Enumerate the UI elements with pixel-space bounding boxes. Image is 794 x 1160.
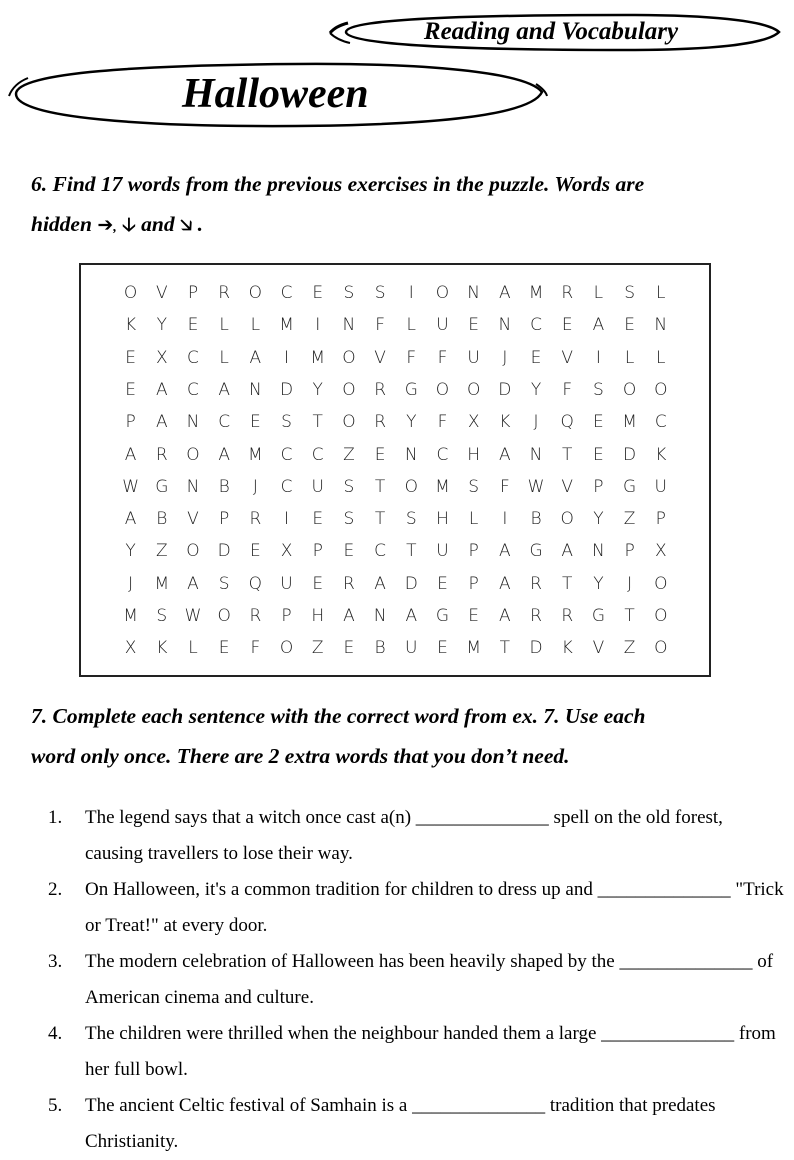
- grid-letter[interactable]: E: [468, 606, 480, 626]
- grid-letter[interactable]: X: [155, 347, 168, 368]
- grid-letter[interactable]: A: [155, 412, 168, 433]
- grid-letter[interactable]: Y: [125, 541, 136, 562]
- grid-letter[interactable]: T: [499, 638, 511, 659]
- grid-row: [115, 503, 676, 535]
- grid-letter[interactable]: O: [560, 509, 574, 530]
- grid-letter[interactable]: S: [468, 476, 480, 497]
- grid-letter[interactable]: P: [312, 541, 323, 562]
- grid-letter[interactable]: Q: [560, 412, 574, 433]
- grid-letter[interactable]: N: [373, 606, 387, 626]
- grid-row: [115, 632, 676, 664]
- grid-letter[interactable]: E: [312, 283, 324, 303]
- grid-letter[interactable]: L: [219, 315, 229, 336]
- grid-letter[interactable]: H: [467, 444, 481, 465]
- grid-letter[interactable]: D: [529, 638, 543, 659]
- grid-letter[interactable]: N: [342, 315, 356, 336]
- grid-letter[interactable]: P: [593, 476, 604, 497]
- grid-letter[interactable]: R: [561, 606, 574, 626]
- grid-letter[interactable]: R: [249, 509, 262, 530]
- grid-letter[interactable]: D: [279, 379, 294, 400]
- exercise7-line2: word only once. There are 2 extra words that you don’t need.: [31, 744, 570, 768]
- grid-letter[interactable]: O: [654, 573, 668, 594]
- grid-letter[interactable]: N: [404, 444, 418, 465]
- grid-letter[interactable]: T: [562, 573, 573, 594]
- answer-blank[interactable]: ______________: [412, 1095, 546, 1116]
- grid-letter[interactable]: L: [468, 509, 479, 530]
- grid-letter[interactable]: J: [627, 573, 633, 594]
- exercise6-period: .: [197, 212, 204, 236]
- grid-letter[interactable]: A: [155, 379, 168, 400]
- grid-letter[interactable]: W: [184, 606, 202, 626]
- sentence-number: 1.: [48, 807, 63, 828]
- exercise7-instructions: [31, 696, 771, 776]
- answer-blank[interactable]: ______________: [619, 951, 753, 972]
- grid-letter[interactable]: R: [530, 573, 542, 594]
- grid-letter[interactable]: A: [218, 379, 230, 400]
- grid-letter[interactable]: C: [280, 476, 293, 497]
- section-title: Reading and Vocabulary: [423, 18, 679, 45]
- grid-letter[interactable]: C: [374, 541, 387, 562]
- grid-letter[interactable]: P: [281, 606, 292, 626]
- grid-letter[interactable]: I: [408, 283, 414, 303]
- grid-row: [115, 439, 676, 471]
- grid-letter[interactable]: Z: [311, 638, 324, 659]
- grid-letter[interactable]: U: [654, 476, 667, 497]
- grid-letter[interactable]: U: [436, 315, 449, 336]
- grid-letter[interactable]: L: [656, 347, 666, 368]
- arrow-right-icon: ➔: [97, 214, 114, 236]
- grid-letter[interactable]: G: [435, 606, 450, 626]
- grid-letter[interactable]: S: [218, 573, 230, 594]
- grid-letter[interactable]: O: [123, 283, 138, 303]
- grid-letter[interactable]: P: [468, 541, 479, 562]
- sentence-item: [0, 800, 794, 872]
- grid-letter[interactable]: Z: [623, 638, 636, 659]
- grid-letter[interactable]: M: [248, 444, 263, 465]
- grid-letter[interactable]: X: [654, 541, 667, 562]
- grid-letter[interactable]: E: [530, 347, 542, 368]
- grid-letter[interactable]: R: [343, 573, 355, 594]
- exercise6-line2: [31, 204, 771, 248]
- grid-letter[interactable]: K: [499, 412, 511, 433]
- sentence-list: [0, 800, 794, 1160]
- grid-letter[interactable]: V: [592, 638, 605, 659]
- grid-letter[interactable]: R: [374, 412, 386, 433]
- answer-blank[interactable]: ______________: [601, 1023, 735, 1044]
- grid-letter[interactable]: C: [280, 283, 293, 303]
- grid-letter[interactable]: P: [187, 283, 199, 303]
- grid-letter[interactable]: E: [624, 315, 635, 336]
- grid-letter[interactable]: N: [186, 412, 200, 433]
- grid-letter[interactable]: Y: [593, 509, 604, 530]
- grid-letter[interactable]: N: [529, 444, 543, 465]
- grid-letter[interactable]: B: [530, 509, 542, 530]
- grid-letter[interactable]: E: [218, 638, 230, 659]
- grid-letter[interactable]: E: [249, 541, 261, 562]
- grid-letter[interactable]: M: [466, 638, 481, 659]
- grid-letter[interactable]: A: [343, 606, 355, 626]
- grid-letter[interactable]: T: [374, 476, 386, 497]
- grid-letter[interactable]: S: [281, 412, 292, 433]
- grid-letter[interactable]: X: [124, 638, 137, 659]
- grid-letter[interactable]: Z: [343, 444, 355, 465]
- grid-letter[interactable]: S: [405, 509, 417, 530]
- grid-letter[interactable]: E: [561, 315, 573, 336]
- grid-letter[interactable]: O: [404, 476, 418, 497]
- sentence-before: The ancient Celtic festival of Samhain is a: [85, 1095, 413, 1116]
- sentence-number: 2.: [48, 879, 63, 900]
- grid-letter[interactable]: H: [436, 509, 449, 530]
- grid-row: [115, 535, 676, 567]
- grid-letter[interactable]: K: [156, 638, 168, 659]
- section-banner: [326, 12, 782, 52]
- sentence-before: The children were thrilled when the neighbour handed them a large: [85, 1023, 602, 1044]
- grid-letter[interactable]: A: [187, 573, 199, 594]
- grid-letter[interactable]: C: [436, 444, 449, 465]
- grid-letter[interactable]: N: [498, 315, 512, 336]
- grid-letter[interactable]: Y: [312, 379, 323, 400]
- grid-letter[interactable]: E: [312, 573, 324, 594]
- exercise6-instructions: [31, 164, 771, 248]
- grid-letter[interactable]: T: [624, 606, 635, 626]
- grid-letter[interactable]: R: [218, 283, 231, 303]
- grid-letter[interactable]: D: [404, 573, 418, 594]
- grid-letter[interactable]: U: [436, 541, 449, 562]
- grid-letter[interactable]: J: [533, 412, 539, 433]
- grid-letter[interactable]: C: [654, 412, 667, 433]
- grid-letter[interactable]: S: [624, 283, 635, 303]
- grid-letter[interactable]: E: [312, 509, 324, 530]
- grid-letter[interactable]: E: [187, 315, 199, 336]
- grid-letter[interactable]: E: [593, 412, 604, 433]
- grid-letter[interactable]: E: [468, 315, 480, 336]
- grid-letter[interactable]: Z: [623, 509, 636, 530]
- grid-letter[interactable]: A: [405, 606, 418, 626]
- grid-letter[interactable]: F: [437, 412, 448, 433]
- grid-letter[interactable]: O: [654, 606, 668, 626]
- grid-letter[interactable]: S: [156, 606, 168, 626]
- grid-letter[interactable]: S: [343, 476, 355, 497]
- grid-letter[interactable]: E: [125, 379, 136, 400]
- grid-letter[interactable]: R: [530, 606, 542, 626]
- grid-row: [115, 342, 676, 374]
- sentence-text: [85, 800, 785, 872]
- sentence-before: The modern celebration of Halloween has been heavily shaped by the: [85, 951, 620, 972]
- grid-letter[interactable]: M: [435, 476, 450, 497]
- grid-letter[interactable]: Y: [593, 573, 604, 594]
- grid-letter[interactable]: I: [315, 315, 321, 336]
- grid-letter[interactable]: K: [655, 444, 667, 465]
- answer-blank[interactable]: ______________: [415, 807, 549, 828]
- grid-letter[interactable]: T: [374, 509, 386, 530]
- grid-letter[interactable]: O: [342, 412, 356, 433]
- grid-letter[interactable]: U: [467, 347, 480, 368]
- grid-row: [115, 374, 676, 406]
- grid-letter[interactable]: H: [311, 606, 325, 626]
- grid-letter[interactable]: Q: [248, 573, 263, 594]
- exercise6-hidden-word: hidden: [31, 212, 92, 236]
- grid-letter[interactable]: O: [435, 379, 450, 400]
- exercise7-line1: 7. Complete each sentence with the correct word from ex. 7. Use each: [31, 704, 646, 728]
- grid-row: [115, 568, 676, 600]
- grid-letter[interactable]: Y: [530, 379, 542, 400]
- grid-letter[interactable]: O: [342, 379, 356, 400]
- grid-row: [115, 406, 676, 438]
- grid-letter[interactable]: I: [284, 347, 290, 368]
- grid-letter[interactable]: O: [217, 606, 231, 626]
- grid-letter[interactable]: T: [562, 444, 573, 465]
- grid-letter[interactable]: O: [466, 379, 481, 400]
- grid-letter[interactable]: A: [499, 606, 511, 626]
- grid-letter[interactable]: R: [374, 379, 386, 400]
- grid-letter[interactable]: F: [437, 347, 448, 368]
- grid-letter[interactable]: A: [499, 283, 511, 303]
- grid-letter[interactable]: I: [502, 509, 508, 530]
- grid-letter[interactable]: L: [406, 315, 417, 336]
- grid-letter[interactable]: D: [623, 444, 637, 465]
- grid-letter[interactable]: D: [498, 379, 512, 400]
- sentence-before: On Halloween, it's a common tradition for children to dress up and: [85, 879, 598, 900]
- grid-letter[interactable]: O: [435, 283, 450, 303]
- sentence-item: [0, 1016, 794, 1088]
- word-search-grid: [79, 263, 711, 677]
- grid-letter[interactable]: E: [437, 573, 448, 594]
- grid-letter[interactable]: G: [155, 476, 169, 497]
- grid-letter[interactable]: N: [186, 476, 200, 497]
- grid-letter[interactable]: A: [561, 541, 574, 562]
- grid-letter[interactable]: F: [250, 638, 261, 659]
- grid-letter[interactable]: F: [406, 347, 417, 368]
- grid-letter[interactable]: L: [219, 347, 229, 368]
- sentence-after: "Trick or Treat!" at every door.: [85, 879, 784, 936]
- sentence-text: [85, 872, 785, 944]
- grid-letter[interactable]: X: [467, 412, 480, 433]
- comma: ,: [113, 220, 117, 235]
- grid-letter[interactable]: A: [499, 573, 511, 594]
- grid-letter[interactable]: L: [188, 638, 198, 659]
- grid-letter[interactable]: T: [406, 541, 417, 562]
- grid-letter[interactable]: O: [279, 638, 294, 659]
- grid-letter[interactable]: E: [343, 638, 355, 659]
- arrow-down-icon: 🡣: [122, 214, 136, 236]
- grid-letter[interactable]: A: [592, 315, 605, 336]
- grid-letter[interactable]: L: [250, 315, 261, 336]
- grid-letter[interactable]: Y: [156, 315, 167, 336]
- grid-letter[interactable]: M: [279, 315, 294, 336]
- sentence-after: spell on the old forest, causing travellers to lose their way.: [85, 807, 723, 864]
- grid-row: [115, 309, 676, 341]
- grid-letter[interactable]: V: [561, 476, 574, 497]
- grid-letter[interactable]: E: [249, 412, 261, 433]
- grid-letter[interactable]: S: [374, 283, 386, 303]
- grid-letter[interactable]: T: [312, 412, 323, 433]
- grid-letter[interactable]: O: [342, 347, 356, 368]
- grid-letter[interactable]: P: [219, 509, 230, 530]
- grid-letter[interactable]: P: [624, 541, 635, 562]
- grid-letter[interactable]: B: [218, 476, 230, 497]
- grid-letter[interactable]: N: [592, 541, 605, 562]
- grid-row: [115, 277, 676, 309]
- grid-letter[interactable]: X: [280, 541, 293, 562]
- grid-letter[interactable]: E: [593, 444, 604, 465]
- arrow-diagonal-icon: 🡦: [179, 214, 193, 236]
- sentence-item: [0, 872, 794, 944]
- sentence-item: [0, 944, 794, 1016]
- grid-letter[interactable]: W: [527, 476, 545, 497]
- grid-letter[interactable]: K: [561, 638, 573, 659]
- grid-letter[interactable]: G: [404, 379, 418, 400]
- grid-letter[interactable]: M: [528, 283, 544, 303]
- grid-letter[interactable]: A: [218, 444, 230, 465]
- sentence-number: 4.: [48, 1023, 63, 1044]
- grid-letter[interactable]: N: [248, 379, 262, 400]
- grid-letter[interactable]: D: [217, 541, 231, 562]
- grid-row: [115, 600, 676, 632]
- grid-letter[interactable]: Z: [155, 541, 168, 562]
- grid-letter[interactable]: F: [375, 315, 385, 336]
- grid-letter[interactable]: G: [623, 476, 637, 497]
- sentence-text: [85, 944, 785, 1016]
- grid-letter[interactable]: O: [622, 379, 637, 400]
- grid-letter[interactable]: I: [595, 347, 601, 368]
- sentence-after: from her full bowl.: [85, 1023, 776, 1080]
- grid-row: [115, 471, 676, 503]
- page-title: Halloween: [182, 71, 369, 117]
- grid-letter[interactable]: V: [187, 509, 199, 530]
- grid-letter[interactable]: L: [624, 347, 635, 368]
- exercise6-line1: 6. Find 17 words from the previous exercises in the puzzle. Words are: [31, 172, 645, 196]
- grid-letter[interactable]: O: [248, 283, 263, 303]
- grid-letter[interactable]: U: [280, 573, 293, 594]
- grid-letter[interactable]: V: [155, 283, 168, 303]
- grid-letter[interactable]: B: [374, 638, 386, 659]
- grid-letter[interactable]: O: [186, 541, 200, 562]
- grid-letter[interactable]: J: [502, 347, 508, 368]
- grid-letter[interactable]: L: [593, 283, 604, 303]
- grid-letter[interactable]: C: [280, 444, 293, 465]
- grid-letter[interactable]: M: [123, 606, 138, 626]
- grid-letter[interactable]: E: [437, 638, 448, 659]
- grid-letter[interactable]: M: [310, 347, 326, 368]
- grid-letter[interactable]: E: [343, 541, 355, 562]
- grid-letter[interactable]: C: [187, 347, 199, 368]
- grid-letter[interactable]: G: [529, 541, 543, 562]
- grid-letter[interactable]: J: [252, 476, 258, 497]
- grid-letter[interactable]: R: [561, 283, 574, 303]
- grid-letter[interactable]: F: [499, 476, 510, 497]
- grid-letter[interactable]: Y: [406, 412, 417, 433]
- grid-letter[interactable]: P: [468, 573, 479, 594]
- grid-letter[interactable]: P: [125, 412, 136, 433]
- grid-letter[interactable]: O: [654, 638, 668, 659]
- grid-letter[interactable]: J: [128, 573, 134, 594]
- sentence-after: of American cinema and culture.: [85, 951, 774, 1008]
- grid-letter[interactable]: U: [311, 476, 324, 497]
- grid-letter[interactable]: W: [122, 476, 139, 497]
- grid-letter[interactable]: V: [374, 347, 386, 368]
- grid-letter[interactable]: K: [125, 315, 137, 336]
- grid-letter[interactable]: C: [530, 315, 542, 336]
- grid-letter[interactable]: E: [374, 444, 386, 465]
- grid-letter[interactable]: P: [655, 509, 666, 530]
- grid-letter[interactable]: O: [186, 444, 200, 465]
- grid-letter[interactable]: V: [561, 347, 574, 368]
- sentence-number: 3.: [48, 951, 63, 972]
- grid-letter[interactable]: G: [591, 606, 605, 626]
- grid-letter[interactable]: C: [218, 412, 231, 433]
- grid-letter[interactable]: I: [284, 509, 290, 530]
- sentence-item: [0, 1088, 794, 1160]
- grid-letter[interactable]: F: [562, 379, 573, 400]
- answer-blank[interactable]: ______________: [597, 879, 731, 900]
- grid-letter[interactable]: O: [654, 379, 668, 400]
- sentence-number: 5.: [48, 1095, 63, 1116]
- grid-letter[interactable]: A: [249, 347, 262, 368]
- exercise6-and-word: and: [141, 212, 175, 236]
- sentence-after: tradition that predates Christianity.: [85, 1095, 716, 1152]
- grid-letter[interactable]: S: [343, 509, 355, 530]
- grid-letter[interactable]: E: [125, 347, 136, 368]
- grid-letter[interactable]: A: [124, 509, 137, 530]
- grid-letter[interactable]: M: [622, 412, 637, 433]
- grid-letter[interactable]: R: [155, 444, 168, 465]
- grid-letter[interactable]: B: [156, 509, 168, 530]
- grid-letter[interactable]: M: [154, 573, 170, 594]
- grid-letter[interactable]: N: [654, 315, 668, 336]
- grid-letter[interactable]: C: [311, 444, 324, 465]
- grid-letter[interactable]: A: [499, 541, 511, 562]
- grid-letter[interactable]: A: [374, 573, 386, 594]
- title-banner: [6, 60, 548, 130]
- grid-letter[interactable]: S: [593, 379, 604, 400]
- sentence-before: The legend says that a witch once cast a(n): [85, 807, 416, 828]
- grid-letter[interactable]: S: [343, 283, 355, 303]
- grid-letter[interactable]: C: [187, 379, 199, 400]
- grid-letter[interactable]: N: [467, 283, 481, 303]
- grid-letter[interactable]: U: [405, 638, 418, 659]
- grid-letter[interactable]: R: [249, 606, 262, 626]
- sentence-text: [85, 1088, 785, 1160]
- grid-letter[interactable]: A: [124, 444, 137, 465]
- grid-letter[interactable]: A: [499, 444, 511, 465]
- grid-letter[interactable]: L: [656, 283, 666, 303]
- sentence-text: [85, 1016, 785, 1088]
